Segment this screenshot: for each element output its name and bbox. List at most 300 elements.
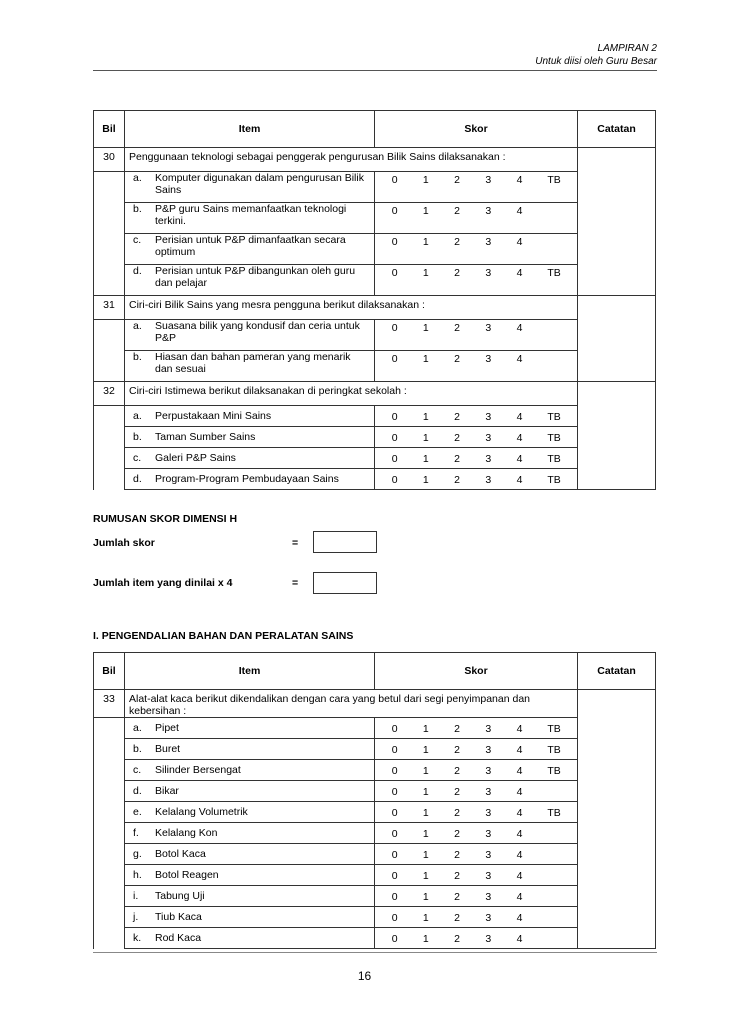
sub-item-letter: j.: [133, 911, 139, 923]
catatan-cell[interactable]: [578, 802, 656, 823]
score-option-4[interactable]: 4: [516, 744, 523, 756]
sub-item-text: Tiub Kaca: [155, 911, 202, 923]
score-option-3[interactable]: 3: [485, 432, 492, 444]
score-option-4[interactable]: 4: [516, 353, 523, 365]
score-option-3[interactable]: 3: [485, 891, 492, 903]
sub-item-letter: g.: [133, 848, 142, 860]
score-option-3[interactable]: 3: [485, 807, 492, 819]
score-option-3[interactable]: 3: [485, 786, 492, 798]
score-table-2: [93, 652, 656, 949]
score-option-4[interactable]: 4: [516, 474, 523, 486]
tb-option[interactable]: TB: [547, 453, 561, 465]
sub-item-row: [94, 234, 656, 265]
score-option-3[interactable]: 3: [485, 723, 492, 735]
sub-item-text: Perpustakaan Mini Sains: [155, 410, 272, 422]
score-option-3[interactable]: 3: [485, 744, 492, 756]
score-option-3[interactable]: 3: [485, 174, 492, 186]
score-option-1[interactable]: 1: [422, 174, 429, 186]
score-option-2[interactable]: 2: [454, 322, 460, 334]
catatan-cell[interactable]: [578, 265, 656, 296]
sub-item-row: [94, 760, 656, 781]
page-number: 16: [357, 969, 372, 983]
score-cell: [375, 234, 578, 265]
sub-item: [125, 448, 375, 469]
score-option-0[interactable]: 0: [391, 236, 398, 248]
score-cell: [375, 351, 578, 382]
bil-blank-cell: [94, 718, 125, 739]
sub-item: [125, 172, 375, 203]
tb-option[interactable]: [535, 891, 573, 903]
sub-item-row: [94, 265, 656, 296]
catatan-cell[interactable]: [578, 865, 656, 886]
sub-item: [125, 907, 375, 928]
score-option-3[interactable]: 3: [485, 849, 492, 861]
score-option-4[interactable]: 4: [516, 205, 523, 217]
score-option-3[interactable]: 3: [485, 205, 492, 217]
col-item-header: Item: [125, 653, 375, 690]
appendix-label: LAMPIRAN 2: [597, 43, 657, 54]
col-item-header: Item: [125, 111, 375, 148]
sub-item: [125, 928, 375, 949]
question-row: [94, 382, 656, 406]
tb-option[interactable]: [535, 828, 573, 840]
question-number: 30: [94, 148, 125, 172]
sub-item-text: Botol Reagen: [155, 869, 219, 881]
tb-option[interactable]: [535, 933, 573, 945]
score-cell: [375, 928, 578, 949]
score-option-2[interactable]: 2: [454, 205, 460, 217]
sub-item: [125, 886, 375, 907]
score-option-1[interactable]: 1: [422, 933, 429, 945]
score-option-2[interactable]: 2: [454, 870, 460, 882]
sub-item-row: [94, 448, 656, 469]
score-option-2[interactable]: 2: [454, 849, 460, 861]
score-option-1[interactable]: 1: [422, 807, 429, 819]
bil-blank-cell: [94, 406, 125, 427]
catatan-cell[interactable]: [578, 351, 656, 382]
score-option-0[interactable]: 0: [391, 870, 398, 882]
bil-blank-cell: [94, 351, 125, 382]
sub-item-letter: a.: [133, 320, 142, 332]
tb-option[interactable]: [535, 353, 573, 365]
question-text: Alat-alat kaca berikut dikendalikan dengan cara yang betul dari segi penyimpanan dan kebersihan :: [125, 690, 578, 718]
catatan-cell[interactable]: [578, 739, 656, 760]
score-cell: [375, 823, 578, 844]
jumlah-item-box[interactable]: [313, 572, 377, 594]
question-row: [94, 690, 656, 718]
score-cell: [375, 469, 578, 490]
jumlah-skor-label: Jumlah skor: [93, 537, 155, 549]
score-option-0[interactable]: 0: [391, 933, 398, 945]
score-option-1[interactable]: 1: [422, 912, 429, 924]
sub-item-text: Rod Kaca: [155, 932, 202, 944]
score-option-1[interactable]: 1: [422, 474, 429, 486]
col-skor-header: Skor: [375, 111, 578, 148]
score-option-0[interactable]: 0: [391, 353, 398, 365]
bil-blank-cell: [94, 234, 125, 265]
sub-item-row: [94, 320, 656, 351]
sub-item-text: Tabung Uji: [155, 890, 205, 902]
question-number: 31: [94, 296, 125, 320]
tb-option[interactable]: TB: [547, 807, 561, 819]
score-option-2[interactable]: 2: [454, 453, 460, 465]
sub-item: [125, 234, 375, 265]
score-option-2[interactable]: 2: [454, 786, 460, 798]
sub-item-letter: a.: [133, 722, 142, 734]
tb-option[interactable]: TB: [547, 744, 561, 756]
score-option-4[interactable]: 4: [516, 174, 523, 186]
bil-blank-cell: [94, 760, 125, 781]
sub-item-letter: d.: [133, 785, 142, 797]
score-cell: [375, 865, 578, 886]
score-cell: [375, 448, 578, 469]
score-option-3[interactable]: 3: [485, 411, 492, 423]
sub-item-text: Taman Sumber Sains: [155, 431, 256, 443]
score-option-3[interactable]: 3: [485, 474, 492, 486]
tb-option[interactable]: TB: [547, 267, 561, 279]
score-option-1[interactable]: 1: [422, 828, 429, 840]
equals-sign: =: [292, 577, 299, 589]
score-option-4[interactable]: 4: [516, 891, 523, 903]
score-option-4[interactable]: 4: [516, 411, 523, 423]
bil-blank-cell: [94, 886, 125, 907]
score-cell: [375, 781, 578, 802]
sub-item: [125, 781, 375, 802]
score-option-4[interactable]: 4: [516, 267, 523, 279]
score-option-0[interactable]: 0: [391, 765, 398, 777]
sub-item-row: [94, 844, 656, 865]
jumlah-item-label: Jumlah item yang dinilai x 4: [93, 577, 233, 589]
tb-option[interactable]: [535, 322, 573, 334]
score-option-1[interactable]: 1: [422, 723, 429, 735]
sub-item: [125, 718, 375, 739]
catatan-cell[interactable]: [578, 469, 656, 490]
score-option-1[interactable]: 1: [422, 236, 429, 248]
score-option-3[interactable]: 3: [485, 236, 492, 248]
score-option-1[interactable]: 1: [422, 411, 429, 423]
sub-item-row: [94, 907, 656, 928]
tb-option[interactable]: TB: [547, 432, 561, 444]
bil-blank-cell: [94, 844, 125, 865]
sub-item-row: [94, 172, 656, 203]
score-option-0[interactable]: 0: [391, 744, 398, 756]
sub-item-row: [94, 739, 656, 760]
sub-item-letter: b.: [133, 351, 142, 363]
sub-item: [125, 203, 375, 234]
score-option-0[interactable]: 0: [391, 205, 398, 217]
score-option-4[interactable]: 4: [516, 828, 523, 840]
score-option-0[interactable]: 0: [391, 322, 398, 334]
tb-option[interactable]: [535, 849, 573, 861]
sub-item: [125, 265, 375, 296]
sub-item-row: [94, 886, 656, 907]
score-option-2[interactable]: 2: [454, 432, 460, 444]
bil-blank-cell: [94, 802, 125, 823]
catatan-cell[interactable]: [578, 844, 656, 865]
col-catatan-header: Catatan: [578, 111, 656, 148]
sub-item-text: Galeri P&P Sains: [155, 452, 236, 464]
score-option-2[interactable]: 2: [454, 828, 460, 840]
score-option-1[interactable]: 1: [422, 870, 429, 882]
sub-item: [125, 351, 375, 382]
header-rule: [93, 70, 657, 71]
sub-item-row: [94, 781, 656, 802]
footer-rule: [93, 952, 657, 953]
score-option-3[interactable]: 3: [485, 870, 492, 882]
sub-item-text: Kelalang Volumetrik: [155, 806, 248, 818]
score-option-1[interactable]: 1: [422, 765, 429, 777]
score-option-3[interactable]: 3: [485, 765, 492, 777]
sub-item-letter: f.: [133, 827, 139, 839]
score-option-0[interactable]: 0: [391, 828, 398, 840]
sub-item: [125, 760, 375, 781]
score-option-0[interactable]: 0: [391, 411, 398, 423]
bil-blank-cell: [94, 928, 125, 949]
score-option-1[interactable]: 1: [422, 849, 429, 861]
sub-item: [125, 823, 375, 844]
bil-blank-cell: [94, 739, 125, 760]
sub-item-letter: c.: [133, 234, 142, 246]
sub-item-text: Pipet: [155, 722, 179, 734]
score-option-2[interactable]: 2: [454, 267, 460, 279]
sub-item-text: Kelalang Kon: [155, 827, 218, 839]
sub-item-text: Suasana bilik yang kondusif dan ceria untuk P&P: [155, 320, 360, 344]
sub-item: [125, 406, 375, 427]
sub-item-letter: c.: [133, 764, 142, 776]
bil-blank-cell: [94, 203, 125, 234]
sub-item-row: [94, 823, 656, 844]
catatan-cell[interactable]: [578, 928, 656, 949]
score-option-4[interactable]: 4: [516, 432, 523, 444]
tb-option[interactable]: TB: [547, 723, 561, 735]
score-option-4[interactable]: 4: [516, 453, 523, 465]
sub-item: [125, 844, 375, 865]
score-option-1[interactable]: 1: [422, 786, 429, 798]
question-text: Ciri-ciri Istimewa berikut dilaksanakan di peringkat sekolah :: [125, 382, 578, 406]
sub-item-letter: d.: [133, 473, 142, 485]
tb-option[interactable]: [535, 236, 573, 248]
score-option-2[interactable]: 2: [454, 912, 460, 924]
sub-item-letter: c.: [133, 452, 142, 464]
score-option-1[interactable]: 1: [422, 322, 429, 334]
score-cell: [375, 203, 578, 234]
bil-blank-cell: [94, 427, 125, 448]
tb-option[interactable]: [535, 870, 573, 882]
catatan-cell[interactable]: [578, 427, 656, 448]
col-bil-header: Bil: [94, 111, 125, 148]
score-option-4[interactable]: 4: [516, 765, 523, 777]
bil-blank-cell: [94, 823, 125, 844]
score-cell: [375, 172, 578, 203]
score-option-1[interactable]: 1: [422, 205, 429, 217]
catatan-cell[interactable]: [578, 296, 656, 320]
score-option-4[interactable]: 4: [516, 933, 523, 945]
sub-item-text: Botol Kaca: [155, 848, 206, 860]
score-option-0[interactable]: 0: [391, 849, 398, 861]
sub-item-letter: b.: [133, 431, 142, 443]
question-number: 33: [94, 690, 125, 718]
score-option-1[interactable]: 1: [422, 432, 429, 444]
score-option-3[interactable]: 3: [485, 353, 492, 365]
catatan-cell[interactable]: [578, 823, 656, 844]
rumusan-title: RUMUSAN SKOR DIMENSI H: [93, 513, 238, 525]
bil-blank-cell: [94, 469, 125, 490]
score-option-1[interactable]: 1: [422, 891, 429, 903]
score-option-2[interactable]: 2: [454, 933, 460, 945]
col-skor-header: Skor: [375, 653, 578, 690]
question-number: 32: [94, 382, 125, 406]
catatan-cell[interactable]: [578, 148, 656, 172]
tb-option[interactable]: [535, 912, 573, 924]
jumlah-skor-box[interactable]: [313, 531, 377, 553]
score-option-2[interactable]: 2: [454, 765, 460, 777]
sub-item-letter: e.: [133, 806, 142, 818]
sub-item-text: Program-Program Pembudayaan Sains: [155, 473, 339, 485]
sub-item: [125, 802, 375, 823]
sub-item: [125, 865, 375, 886]
score-option-0[interactable]: 0: [391, 432, 398, 444]
score-option-4[interactable]: 4: [516, 849, 523, 861]
bil-blank-cell: [94, 320, 125, 351]
sub-item-text: Silinder Bersengat: [155, 764, 241, 776]
sub-item-letter: k.: [133, 932, 142, 944]
sub-item-row: [94, 469, 656, 490]
appendix-note: Untuk diisi oleh Guru Besar: [535, 56, 657, 67]
catatan-cell[interactable]: [578, 406, 656, 427]
score-cell: [375, 718, 578, 739]
catatan-cell[interactable]: [578, 448, 656, 469]
catatan-cell[interactable]: [578, 781, 656, 802]
question-row: [94, 296, 656, 320]
catatan-cell[interactable]: [578, 718, 656, 739]
score-option-4[interactable]: 4: [516, 322, 523, 334]
score-option-4[interactable]: 4: [516, 786, 523, 798]
bil-blank-cell: [94, 448, 125, 469]
sub-item-text: Perisian untuk P&P dimanfaatkan secara optimum: [155, 234, 346, 258]
score-option-4[interactable]: 4: [516, 807, 523, 819]
tb-option[interactable]: [535, 786, 573, 798]
sub-item-row: [94, 718, 656, 739]
sub-item-text: Bikar: [155, 785, 179, 797]
tb-option[interactable]: TB: [547, 174, 561, 186]
score-option-1[interactable]: 1: [422, 353, 429, 365]
sub-item-row: [94, 865, 656, 886]
score-option-4[interactable]: 4: [516, 912, 523, 924]
sub-item-letter: i.: [133, 890, 139, 902]
score-option-0[interactable]: 0: [391, 807, 398, 819]
score-option-1[interactable]: 1: [422, 453, 429, 465]
catatan-cell[interactable]: [578, 760, 656, 781]
sub-item-letter: a.: [133, 410, 142, 422]
score-option-4[interactable]: 4: [516, 236, 523, 248]
score-option-0[interactable]: 0: [391, 453, 398, 465]
catatan-cell[interactable]: [578, 234, 656, 265]
score-option-3[interactable]: 3: [485, 933, 492, 945]
sub-item-text: P&P guru Sains memanfaatkan teknologi terkini.: [155, 203, 347, 227]
score-option-2[interactable]: 2: [454, 807, 460, 819]
score-option-2[interactable]: 2: [454, 174, 460, 186]
score-option-1[interactable]: 1: [422, 267, 429, 279]
score-option-3[interactable]: 3: [485, 912, 492, 924]
bil-blank-cell: [94, 781, 125, 802]
sub-item-text: Perisian untuk P&P dibangunkan oleh guru dan pelajar: [155, 265, 356, 289]
sub-item-letter: d.: [133, 265, 142, 277]
score-option-2[interactable]: 2: [454, 474, 460, 486]
sub-item: [125, 469, 375, 490]
sub-item-letter: b.: [133, 743, 142, 755]
score-option-2[interactable]: 2: [454, 891, 460, 903]
bil-blank-cell: [94, 172, 125, 203]
catatan-cell[interactable]: [578, 907, 656, 928]
bil-blank-cell: [94, 265, 125, 296]
score-option-0[interactable]: 0: [391, 474, 398, 486]
tb-option[interactable]: TB: [547, 411, 561, 423]
score-option-0[interactable]: 0: [391, 174, 398, 186]
score-option-4[interactable]: 4: [516, 870, 523, 882]
bil-blank-cell: [94, 865, 125, 886]
catatan-cell[interactable]: [578, 172, 656, 203]
score-cell: [375, 739, 578, 760]
score-table-1: [93, 110, 656, 490]
sub-item: [125, 427, 375, 448]
sub-item-text: Buret: [155, 743, 181, 755]
score-option-0[interactable]: 0: [391, 267, 398, 279]
score-option-3[interactable]: 3: [485, 267, 492, 279]
score-option-2[interactable]: 2: [454, 744, 460, 756]
sub-item-row: [94, 351, 656, 382]
sub-item-row: [94, 406, 656, 427]
score-option-0[interactable]: 0: [391, 891, 398, 903]
score-cell: [375, 406, 578, 427]
score-option-0[interactable]: 0: [391, 912, 398, 924]
tb-option[interactable]: [535, 205, 573, 217]
catatan-cell[interactable]: [578, 203, 656, 234]
score-option-0[interactable]: 0: [391, 786, 398, 798]
score-option-3[interactable]: 3: [485, 828, 492, 840]
section-i-title: I. PENGENDALIAN BAHAN DAN PERALATAN SAINS: [93, 630, 354, 642]
score-option-2[interactable]: 2: [454, 353, 460, 365]
sub-item-row: [94, 427, 656, 448]
sub-item-letter: a.: [133, 172, 142, 184]
score-option-2[interactable]: 2: [454, 236, 460, 248]
sub-item-row: [94, 928, 656, 949]
sub-item-text: Hiasan dan bahan pameran yang menarik dan sesuai: [155, 351, 351, 375]
score-cell: [375, 320, 578, 351]
score-option-2[interactable]: 2: [454, 723, 460, 735]
catatan-cell[interactable]: [578, 690, 656, 718]
sub-item-row: [94, 802, 656, 823]
score-cell: [375, 907, 578, 928]
tb-option[interactable]: TB: [547, 765, 561, 777]
score-cell: [375, 844, 578, 865]
score-cell: [375, 886, 578, 907]
score-option-1[interactable]: 1: [422, 744, 429, 756]
score-cell: [375, 427, 578, 448]
catatan-cell[interactable]: [578, 886, 656, 907]
score-option-2[interactable]: 2: [454, 411, 460, 423]
catatan-cell[interactable]: [578, 320, 656, 351]
catatan-cell[interactable]: [578, 382, 656, 406]
col-catatan-header: Catatan: [578, 653, 656, 690]
score-option-0[interactable]: 0: [391, 723, 398, 735]
score-option-3[interactable]: 3: [485, 453, 492, 465]
score-option-3[interactable]: 3: [485, 322, 492, 334]
sub-item-row: [94, 203, 656, 234]
tb-option[interactable]: TB: [547, 474, 561, 486]
score-cell: [375, 265, 578, 296]
question-text: Penggunaan teknologi sebagai penggerak pengurusan Bilik Sains dilaksanakan :: [125, 148, 578, 172]
score-option-4[interactable]: 4: [516, 723, 523, 735]
